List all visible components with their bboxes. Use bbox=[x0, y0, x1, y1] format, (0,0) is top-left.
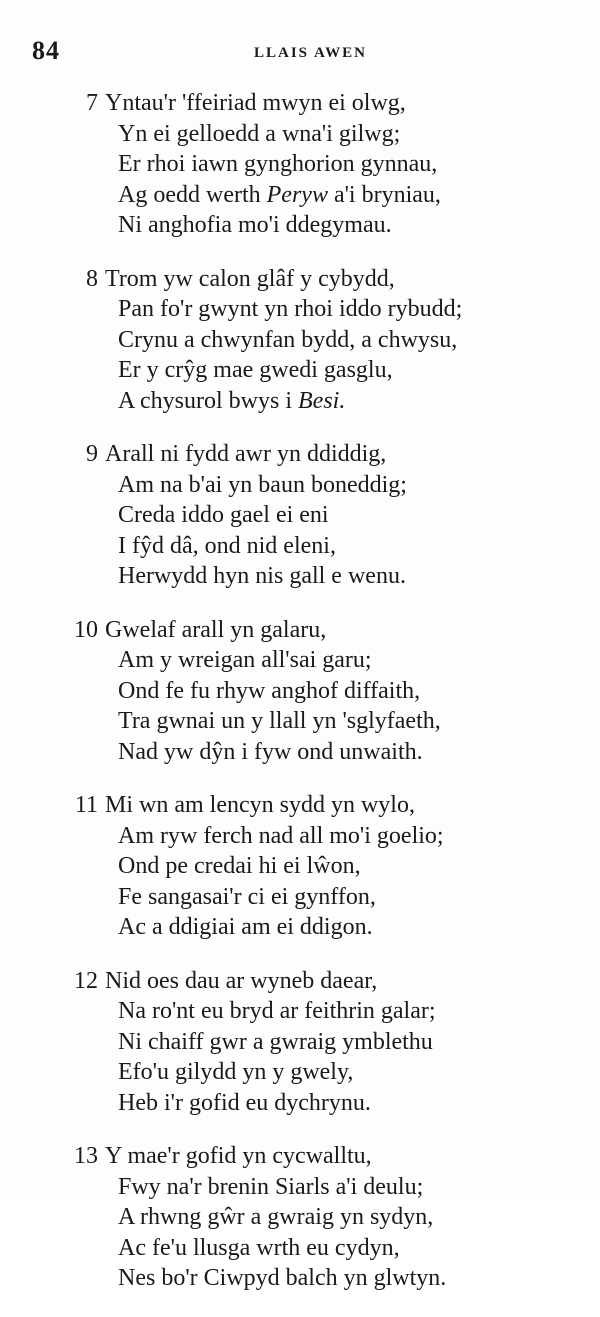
verse-line: Am y wreigan all'sai garu; bbox=[118, 647, 372, 673]
stanza-12 bbox=[60, 966, 580, 1119]
verse-line: Er y crŷg mae gwedi gasglu, bbox=[118, 357, 393, 383]
verse-line: Arall ni fydd awr yn ddiddig, bbox=[105, 441, 387, 467]
verse-line: Am ryw ferch nad all mo'i goelio; bbox=[118, 822, 444, 849]
stanza-10 bbox=[60, 615, 580, 768]
verse-line: A chysurol bwys i Besi. bbox=[118, 387, 346, 414]
verse-line: Herwydd hyn nis gall e wenu. bbox=[118, 563, 406, 589]
verse-line: Ond pe credai hi ei lŵon, bbox=[118, 853, 361, 879]
stanza-9 bbox=[60, 439, 580, 592]
verse-line: Creda iddo gael ei eni bbox=[118, 502, 329, 528]
running-head: LLAIS AWEN bbox=[254, 45, 367, 61]
verse-line: Ni anghofia mo'i ddegymau. bbox=[118, 212, 392, 238]
verse-line: Efo'u gilydd yn y gwely, bbox=[118, 1059, 354, 1085]
verse-line: Nad yw dŷn i fyw ond unwaith. bbox=[118, 738, 423, 765]
verse-line: Fwy na'r brenin Siarls a'i deulu; bbox=[118, 1173, 424, 1200]
verse-line: A rhwng gŵr a gwraig yn sydyn, bbox=[118, 1204, 434, 1230]
verse-line: Y mae'r gofid yn cycwalltu, bbox=[105, 1143, 372, 1169]
verse-line: Nes bo'r Ciwpyd balch yn glwtyn. bbox=[118, 1265, 447, 1291]
stanza-number: 10 bbox=[74, 616, 98, 643]
verse-line: Yn ei gelloedd a wna'i gilwg; bbox=[118, 120, 401, 147]
verse-line: Heb i'r gofid eu dychrynu. bbox=[118, 1089, 371, 1116]
verse-line: Am na b'ai yn baun boneddig; bbox=[118, 471, 407, 498]
stanza-13 bbox=[60, 1141, 580, 1294]
stanza-number: 9 bbox=[86, 441, 98, 467]
verse-line: Er rhoi iawn gynghorion gynnau, bbox=[118, 151, 438, 177]
verse-line: Ac fe'u llusga wrth eu cydyn, bbox=[118, 1234, 400, 1261]
stanza-number: 12 bbox=[74, 967, 98, 994]
verse-line: Yntau'r 'ffeiriad mwyn ei olwg, bbox=[105, 90, 406, 116]
stanza-7 bbox=[60, 88, 580, 241]
verse-line: Crynu a chwynfan bydd, a chwysu, bbox=[118, 326, 458, 353]
stanza-8 bbox=[60, 264, 580, 417]
verse-line: Ond fe fu rhyw anghof diffaith, bbox=[118, 677, 421, 704]
poem-body bbox=[60, 88, 580, 1317]
verse-line: Tra gwnai un y llall yn 'sglyfaeth, bbox=[118, 708, 441, 734]
verse-line: Na ro'nt eu bryd ar feithrin galar; bbox=[118, 998, 436, 1024]
verse-line: Pan fo'r gwynt yn rhoi iddo rybudd; bbox=[118, 296, 463, 322]
verse-line: Mi wn am lencyn sydd yn wylo, bbox=[105, 792, 415, 818]
verse-line: Trom yw calon glâf y cybydd, bbox=[105, 265, 395, 292]
italic-name: Besi. bbox=[298, 387, 346, 414]
stanza-number: 8 bbox=[86, 265, 98, 292]
verse-line: Ag oedd werth Peryw a'i bryniau, bbox=[118, 181, 441, 208]
page-number: 84 bbox=[32, 36, 60, 65]
verse-line: Nid oes dau ar wyneb daear, bbox=[105, 967, 378, 994]
verse-line: Ac a ddigiai am ei ddigon. bbox=[118, 914, 373, 940]
verse-line: I fŷd dâ, ond nid eleni, bbox=[118, 532, 336, 559]
verse-line: Ni chaiff gwr a gwraig ymblethu bbox=[118, 1028, 433, 1055]
stanza-11 bbox=[60, 790, 580, 943]
italic-name: Peryw bbox=[266, 181, 328, 208]
stanza-number: 7 bbox=[86, 90, 98, 116]
stanza-number: 13 bbox=[74, 1143, 98, 1169]
verse-line: Gwelaf arall yn galaru, bbox=[105, 616, 327, 643]
verse-line: Fe sangasai'r ci ei gynffon, bbox=[118, 883, 376, 910]
stanza-number: 11 bbox=[74, 792, 98, 818]
